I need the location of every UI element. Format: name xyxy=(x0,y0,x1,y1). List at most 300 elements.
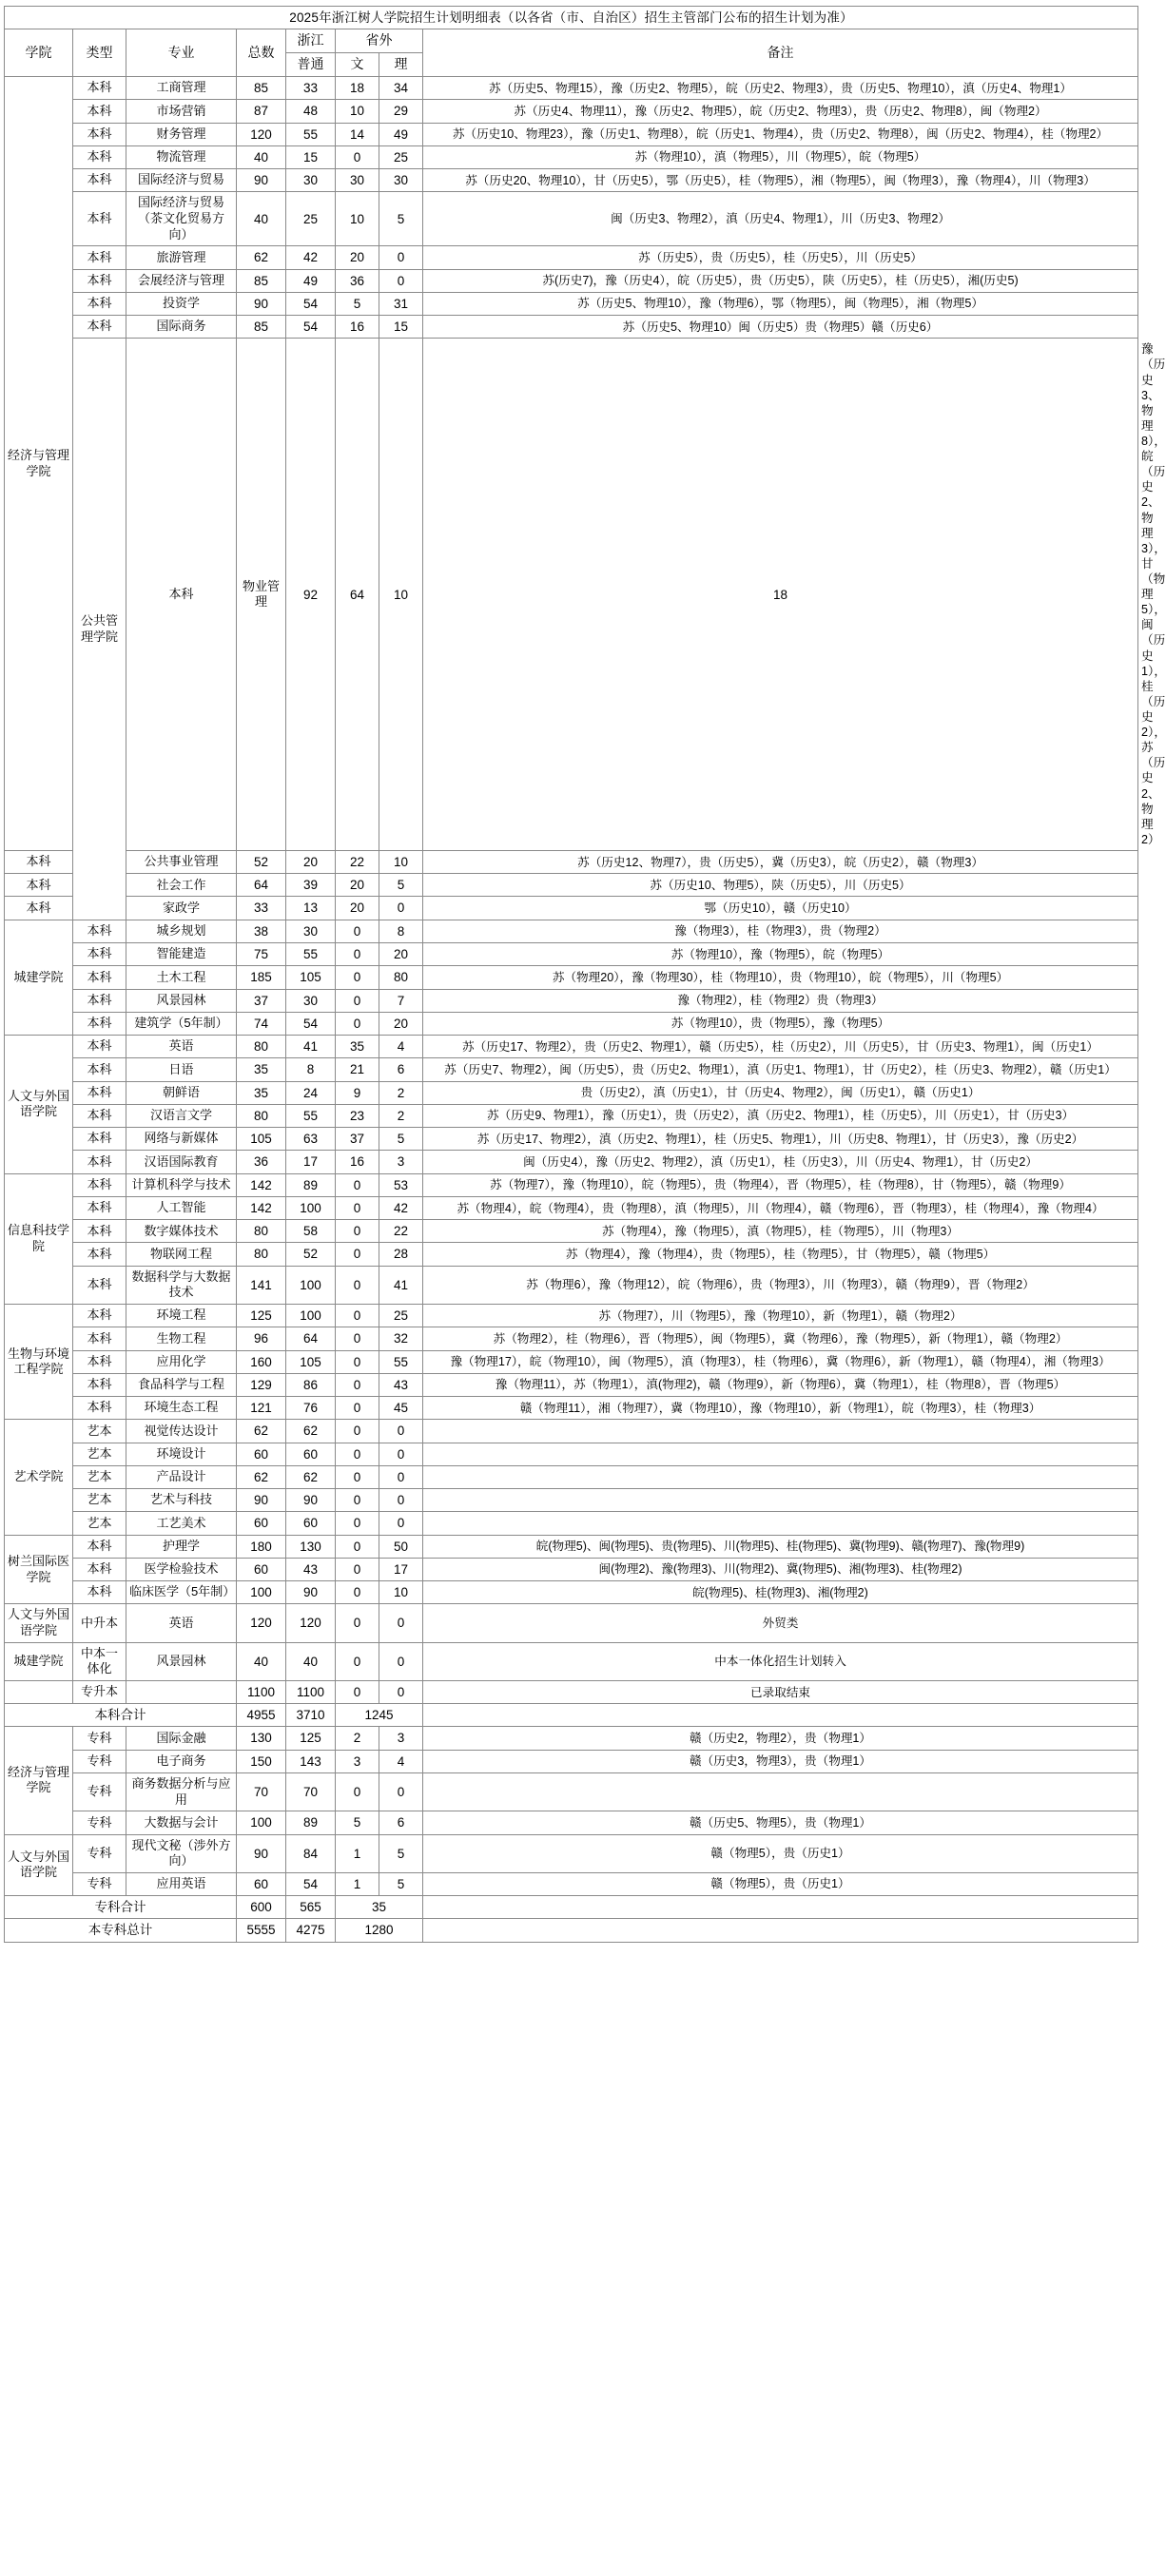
zhejiang-putong-cell: 64 xyxy=(336,339,379,851)
outside-li-cell: 2 xyxy=(379,1081,423,1104)
type-cell: 艺本 xyxy=(73,1489,126,1512)
zhejiang-putong-cell: 52 xyxy=(286,1243,336,1266)
zhejiang-putong-cell: 42 xyxy=(286,246,336,269)
page-title: 2025年浙江树人学院招生计划明细表（以各省（市、自治区）招生主管部门公布的招生计划为准） xyxy=(5,7,1138,29)
outside-wen-cell: 16 xyxy=(336,316,379,339)
table-row xyxy=(5,100,1138,123)
major-cell: 数字媒体技术 xyxy=(126,1220,237,1243)
type-cell: 专科 xyxy=(73,1727,126,1750)
outside-wen-cell: 10 xyxy=(379,339,423,851)
remark-cell: 苏（物理7），川（物理5），豫（物理10），新（物理1），赣（物理2） xyxy=(423,1304,1138,1327)
college-cell: 经济与管理学院 xyxy=(5,1727,73,1834)
table-row xyxy=(5,1373,1138,1396)
zhejiang-putong-cell: 48 xyxy=(286,100,336,123)
total-cell: 37 xyxy=(237,989,286,1012)
major-cell xyxy=(126,1680,237,1703)
total-cell: 96 xyxy=(237,1327,286,1350)
outside-li-cell: 3 xyxy=(379,1151,423,1173)
type-cell: 专科 xyxy=(73,1834,126,1872)
total-cell: 160 xyxy=(237,1350,286,1373)
zhejiang-putong-cell: 39 xyxy=(286,874,336,897)
zhejiang-putong-cell: 64 xyxy=(286,1327,336,1350)
remark-cell xyxy=(423,1512,1138,1535)
zhejiang-putong-cell: 25 xyxy=(286,192,336,246)
major-cell: 风景园林 xyxy=(126,989,237,1012)
benke-subtotal-row-label: 本科合计 xyxy=(5,1704,237,1727)
total-cell: 60 xyxy=(237,1872,286,1895)
total-cell: 92 xyxy=(286,339,336,851)
type-cell: 本科 xyxy=(73,1327,126,1350)
zhejiang-putong-cell: 13 xyxy=(286,897,336,920)
table-row xyxy=(5,943,1138,966)
type-cell: 艺本 xyxy=(73,1443,126,1465)
remark-cell xyxy=(423,1489,1138,1512)
table-row xyxy=(5,192,1138,246)
zhejiang-putong-cell: 90 xyxy=(286,1581,336,1604)
total-cell: 121 xyxy=(237,1397,286,1420)
remark-cell: 豫（物理11），苏（物理1），滇(物理2)，赣（物理9），新（物理6），冀（物理1），桂（物理8），晋（物理5） xyxy=(423,1373,1138,1396)
type-cell: 本科 xyxy=(73,966,126,989)
table-row xyxy=(5,1012,1138,1035)
table-row xyxy=(5,1036,1138,1058)
type-cell: 本科 xyxy=(73,1397,126,1420)
zhejiang-putong-cell: 105 xyxy=(286,966,336,989)
table-row xyxy=(5,1727,1138,1750)
outside-li-cell: 10 xyxy=(379,1581,423,1604)
type-cell: 本科 xyxy=(126,339,237,851)
total-cell: 64 xyxy=(237,874,286,897)
total-cell: 36 xyxy=(237,1151,286,1173)
column-header-college: 学院 xyxy=(5,29,73,77)
outside-li-cell: 29 xyxy=(379,100,423,123)
remark-cell: 豫（物理17），皖（物理10），闽（物理5），滇（物理3），桂（物理6），冀（物理6），新（物理1），赣（物理4），湘（物理3） xyxy=(423,1350,1138,1373)
major-cell: 视觉传达设计 xyxy=(126,1420,237,1443)
remark-cell xyxy=(423,1420,1138,1443)
remark-cell: 苏（历史17、物理2），贵（历史2、物理1），赣（历史5），桂（历史2），川（历史5），甘（历史3、物理1），闽（历史1） xyxy=(423,1036,1138,1058)
outside-li-cell: 0 xyxy=(379,1420,423,1443)
table-row xyxy=(5,1558,1138,1580)
major-cell: 食品科学与工程 xyxy=(126,1373,237,1396)
benke-subtotal-row xyxy=(5,1704,1138,1727)
outside-wen-cell: 0 xyxy=(336,1012,379,1035)
outside-wen-cell: 0 xyxy=(336,1465,379,1488)
major-cell: 应用化学 xyxy=(126,1350,237,1373)
major-cell: 人工智能 xyxy=(126,1196,237,1219)
total-cell: 75 xyxy=(237,943,286,966)
zhejiang-putong-cell: 58 xyxy=(286,1220,336,1243)
outside-li-cell: 32 xyxy=(379,1327,423,1350)
table-row xyxy=(5,1304,1138,1327)
outside-wen-cell: 0 xyxy=(336,1220,379,1243)
major-cell: 建筑学（5年制） xyxy=(126,1012,237,1035)
outside-li-cell: 18 xyxy=(423,339,1138,851)
zhejiang-putong-cell: 100 xyxy=(286,1266,336,1304)
type-cell: 本科 xyxy=(73,1558,126,1580)
type-cell: 本科 xyxy=(73,1304,126,1327)
remark-cell: 苏（历史5、物理10）闽（历史5）贵（物理5）赣（历史6） xyxy=(423,316,1138,339)
major-cell: 汉语国际教育 xyxy=(126,1151,237,1173)
outside-wen-cell: 0 xyxy=(336,966,379,989)
type-cell: 本科 xyxy=(73,1036,126,1058)
outside-wen-cell: 0 xyxy=(336,920,379,942)
type-cell: 本科 xyxy=(73,77,126,100)
major-cell: 日语 xyxy=(126,1058,237,1081)
outside-li-cell: 0 xyxy=(379,1465,423,1488)
total-cell: 60 xyxy=(237,1443,286,1465)
table-row xyxy=(5,897,1138,920)
title-row xyxy=(5,7,1138,29)
major-cell: 公共事业管理 xyxy=(126,850,237,873)
type-cell: 本科 xyxy=(73,1266,126,1304)
table-row xyxy=(5,874,1138,897)
type-cell: 本科 xyxy=(73,1535,126,1558)
zhejiang-putong-cell: 54 xyxy=(286,1012,336,1035)
table-row xyxy=(5,1151,1138,1173)
outside-li-cell: 20 xyxy=(379,943,423,966)
zhejiang-putong-cell: 100 xyxy=(286,1196,336,1219)
zhejiang-putong-cell: 54 xyxy=(286,292,336,315)
grand-total-remark xyxy=(423,1919,1138,1942)
table-row xyxy=(5,920,1138,942)
zhejiang-putong-cell: 84 xyxy=(286,1834,336,1872)
outside-wen-cell: 0 xyxy=(336,1350,379,1373)
remark-cell: 苏（物理20），豫（物理30），桂（物理10），贵（物理10），皖（物理5），川（物理5） xyxy=(423,966,1138,989)
outside-li-cell: 15 xyxy=(379,316,423,339)
total-cell: 142 xyxy=(237,1173,286,1196)
zhejiang-putong-cell: 76 xyxy=(286,1397,336,1420)
major-cell: 环境生态工程 xyxy=(126,1397,237,1420)
table-row xyxy=(5,966,1138,989)
type-cell: 本科 xyxy=(73,1350,126,1373)
remark-cell xyxy=(423,1465,1138,1488)
outside-wen-cell: 1 xyxy=(336,1834,379,1872)
type-cell: 本科 xyxy=(73,943,126,966)
outside-li-cell: 20 xyxy=(379,1012,423,1035)
type-cell: 专科 xyxy=(73,1811,126,1834)
outside-wen-cell: 0 xyxy=(336,943,379,966)
outside-wen-cell: 0 xyxy=(336,1773,379,1811)
total-cell: 130 xyxy=(237,1727,286,1750)
outside-li-cell: 3 xyxy=(379,1727,423,1750)
major-cell: 应用英语 xyxy=(126,1872,237,1895)
total-cell: 80 xyxy=(237,1220,286,1243)
outside-wen-cell: 0 xyxy=(336,1397,379,1420)
remark-cell: 苏（历史5、物理15），豫（历史2、物理5），皖（历史2、物理3），贵（历史5、物理10），滇（历史4、物理1） xyxy=(423,77,1138,100)
remark-cell: 苏（物理10），滇（物理5），川（物理5），皖（物理5） xyxy=(423,145,1138,168)
total-cell: 90 xyxy=(237,292,286,315)
outside-wen-cell: 0 xyxy=(336,1243,379,1266)
outside-li-cell: 28 xyxy=(379,1243,423,1266)
grand-total-total: 5555 xyxy=(237,1919,286,1942)
zhejiang-putong-cell: 15 xyxy=(286,145,336,168)
remark-cell: 已录取结束 xyxy=(423,1680,1138,1703)
total-cell: 120 xyxy=(237,123,286,145)
outside-li-cell: 4 xyxy=(379,1036,423,1058)
outside-li-cell: 50 xyxy=(379,1535,423,1558)
type-cell: 本科 xyxy=(73,316,126,339)
remark-cell: 闽(物理2)、豫(物理3)、川(物理2)、冀(物理5)、湘(物理3)、桂(物理2) xyxy=(423,1558,1138,1580)
zhejiang-putong-cell: 90 xyxy=(286,1489,336,1512)
outside-wen-cell: 0 xyxy=(336,1373,379,1396)
grand-total-zhejiang: 4275 xyxy=(286,1919,336,1942)
major-cell: 物流管理 xyxy=(126,145,237,168)
total-cell: 141 xyxy=(237,1266,286,1304)
total-cell: 35 xyxy=(237,1081,286,1104)
major-cell: 市场营销 xyxy=(126,100,237,123)
outside-li-cell: 25 xyxy=(379,1304,423,1327)
total-cell: 60 xyxy=(237,1558,286,1580)
outside-wen-cell: 35 xyxy=(336,1036,379,1058)
table-row xyxy=(5,1642,1138,1680)
major-cell: 工商管理 xyxy=(126,77,237,100)
zhejiang-putong-cell: 55 xyxy=(286,123,336,145)
college-cell: 城建学院 xyxy=(5,920,73,1035)
outside-wen-cell: 20 xyxy=(336,246,379,269)
major-cell: 物业管理 xyxy=(237,339,286,851)
type-cell: 本科 xyxy=(73,1128,126,1151)
outside-li-cell: 43 xyxy=(379,1373,423,1396)
remark-cell: 苏（物理2），桂（物理6），晋（物理5），闽（物理5），冀（物理6），豫（物理5），新（物理1），赣（物理2） xyxy=(423,1327,1138,1350)
major-cell: 英语 xyxy=(126,1604,237,1642)
outside-li-cell: 7 xyxy=(379,989,423,1012)
major-cell: 投资学 xyxy=(126,292,237,315)
zhejiang-putong-cell: 24 xyxy=(286,1081,336,1104)
total-cell: 150 xyxy=(237,1750,286,1772)
remark-cell: 闽（历史3、物理2），滇（历史4、物理1），川（历史3、物理2） xyxy=(423,192,1138,246)
benke-subtotal-row-remark xyxy=(423,1704,1138,1727)
outside-wen-cell: 0 xyxy=(336,1581,379,1604)
benke-subtotal-row-zhejiang: 3710 xyxy=(286,1704,336,1727)
table-row xyxy=(5,1535,1138,1558)
total-cell: 85 xyxy=(237,316,286,339)
outside-wen-cell: 9 xyxy=(336,1081,379,1104)
remark-cell: 苏（历史7、物理2），闽（历史5），贵（历史2、物理1），滇（历史1、物理1），甘（历史2），桂（历史3、物理2），赣（历史1） xyxy=(423,1058,1138,1081)
outside-li-cell: 0 xyxy=(379,1773,423,1811)
zhuanke-subtotal-row-zhejiang: 565 xyxy=(286,1896,336,1919)
table-row xyxy=(5,1397,1138,1420)
outside-wen-cell: 16 xyxy=(336,1151,379,1173)
type-cell: 专科 xyxy=(73,1750,126,1772)
total-cell: 35 xyxy=(237,1058,286,1081)
column-header-li: 理 xyxy=(379,53,423,77)
remark-cell: 赣（历史2，物理2），贵（物理1） xyxy=(423,1727,1138,1750)
major-cell: 家政学 xyxy=(126,897,237,920)
zhejiang-putong-cell: 63 xyxy=(286,1128,336,1151)
outside-li-cell: 4 xyxy=(379,1750,423,1772)
outside-wen-cell: 30 xyxy=(336,169,379,192)
table-row xyxy=(5,1604,1138,1642)
zhuanke-subtotal-row-total: 600 xyxy=(237,1896,286,1919)
remark-cell: 苏（物理10），豫（物理5），皖（物理5） xyxy=(423,943,1138,966)
remark-cell: 外贸类 xyxy=(423,1604,1138,1642)
outside-li-cell: 0 xyxy=(379,1489,423,1512)
outside-wen-cell: 0 xyxy=(336,1173,379,1196)
type-cell: 本科 xyxy=(73,1081,126,1104)
total-cell: 125 xyxy=(237,1304,286,1327)
zhejiang-putong-cell: 55 xyxy=(286,1104,336,1127)
outside-li-cell: 0 xyxy=(379,897,423,920)
type-cell: 本科 xyxy=(73,1196,126,1219)
total-cell: 90 xyxy=(237,169,286,192)
table-row xyxy=(5,1243,1138,1266)
table-row xyxy=(5,1128,1138,1151)
type-cell: 本科 xyxy=(73,246,126,269)
major-cell: 大数据与会计 xyxy=(126,1811,237,1834)
outside-wen-cell: 0 xyxy=(336,1304,379,1327)
total-cell: 80 xyxy=(237,1104,286,1127)
remark-cell: 赣（历史5、物理5），贵（物理1） xyxy=(423,1811,1138,1834)
column-header-zhejiang: 浙江 xyxy=(286,29,336,53)
type-cell: 本科 xyxy=(73,292,126,315)
outside-wen-cell: 5 xyxy=(336,1811,379,1834)
total-cell: 185 xyxy=(237,966,286,989)
major-cell: 旅游管理 xyxy=(126,246,237,269)
outside-li-cell: 53 xyxy=(379,1173,423,1196)
remark-cell: 苏（历史20、物理10），甘（历史5），鄂（历史5），桂（物理5），湘（物理5），闽（物理3），豫（物理4），川（物理3） xyxy=(423,169,1138,192)
table-row xyxy=(5,77,1138,100)
major-cell: 医学检验技术 xyxy=(126,1558,237,1580)
type-cell: 本科 xyxy=(5,897,73,920)
outside-li-cell: 5 xyxy=(379,192,423,246)
total-cell: 120 xyxy=(237,1604,286,1642)
major-cell: 风景园林 xyxy=(126,1642,237,1680)
outside-li-cell: 8 xyxy=(379,920,423,942)
type-cell: 本科 xyxy=(73,269,126,292)
remark-cell: 苏（物理6），豫（物理12），皖（物理6），贵（物理3），川（物理3），赣（物理9），晋（物理2） xyxy=(423,1266,1138,1304)
table-row xyxy=(5,1465,1138,1488)
type-cell: 本科 xyxy=(73,192,126,246)
total-cell: 87 xyxy=(237,100,286,123)
type-cell: 本科 xyxy=(73,1104,126,1127)
type-cell: 本科 xyxy=(73,1151,126,1173)
zhuanke-subtotal-row xyxy=(5,1896,1138,1919)
type-cell: 专升本 xyxy=(73,1680,126,1703)
remark-cell: 闽（历史4），豫（历史2、物理2），滇（历史1），桂（历史3），川（历史4、物理1），甘（历史2） xyxy=(423,1151,1138,1173)
grand-total-label: 本专科总计 xyxy=(5,1919,237,1942)
zhejiang-putong-cell: 55 xyxy=(286,943,336,966)
table-row xyxy=(5,169,1138,192)
remark-cell xyxy=(423,1773,1138,1811)
zhejiang-putong-cell: 86 xyxy=(286,1373,336,1396)
remark-cell: 苏（历史12、物理7），贵（历史5），冀（历史3），皖（历史2），赣（物理3） xyxy=(423,850,1138,873)
outside-wen-cell: 0 xyxy=(336,1266,379,1304)
outside-li-cell: 45 xyxy=(379,1397,423,1420)
outside-li-cell: 5 xyxy=(379,1834,423,1872)
zhejiang-putong-cell: 54 xyxy=(286,316,336,339)
type-cell: 本科 xyxy=(73,989,126,1012)
table-row xyxy=(5,292,1138,315)
college-cell: 艺术学院 xyxy=(5,1420,73,1535)
remark-cell: 赣（物理5），贵（历史1） xyxy=(423,1872,1138,1895)
column-header-remark: 备注 xyxy=(423,29,1138,77)
remark-cell: 苏（历史4、物理11），豫（历史2、物理5），皖（历史2、物理3），贵（历史2、物理8），闽（物理2） xyxy=(423,100,1138,123)
remark-cell: 苏（历史17、物理2），滇（历史2、物理1），桂（历史5、物理1），川（历史8、物理1），甘（历史3），豫（历史2） xyxy=(423,1128,1138,1151)
outside-li-cell: 0 xyxy=(379,1642,423,1680)
major-cell: 计算机科学与技术 xyxy=(126,1173,237,1196)
total-cell: 90 xyxy=(237,1834,286,1872)
table-row xyxy=(5,1173,1138,1196)
type-cell: 艺本 xyxy=(73,1420,126,1443)
zhejiang-putong-cell: 43 xyxy=(286,1558,336,1580)
zhejiang-putong-cell: 8 xyxy=(286,1058,336,1081)
table-row xyxy=(5,1680,1138,1703)
outside-li-cell: 22 xyxy=(379,1220,423,1243)
outside-wen-cell: 0 xyxy=(336,1327,379,1350)
type-cell: 本科 xyxy=(73,1581,126,1604)
outside-wen-cell: 20 xyxy=(336,897,379,920)
total-cell: 105 xyxy=(237,1128,286,1151)
type-cell: 专科 xyxy=(73,1872,126,1895)
outside-li-cell: 30 xyxy=(379,169,423,192)
college-cell: 信息科技学院 xyxy=(5,1173,73,1304)
remark-cell: 苏（物理4），豫（物理5），滇（物理5），桂（物理5），川（物理3） xyxy=(423,1220,1138,1243)
type-cell: 本科 xyxy=(73,100,126,123)
major-cell: 英语 xyxy=(126,1036,237,1058)
remark-cell: 苏（历史10、物理23），豫（历史1、物理8），皖（历史1、物理4），贵（历史2、物理8），闽（历史2、物理4），桂（物理2） xyxy=(423,123,1138,145)
zhejiang-putong-cell: 54 xyxy=(286,1872,336,1895)
zhejiang-putong-cell: 89 xyxy=(286,1811,336,1834)
remark-cell: 苏（历史5），贵（历史5），桂（历史5），川（历史5） xyxy=(423,246,1138,269)
outside-wen-cell: 0 xyxy=(336,1196,379,1219)
column-header-major: 专业 xyxy=(126,29,237,77)
remark-cell: 苏（物理10），贵（物理5），豫（物理5） xyxy=(423,1012,1138,1035)
outside-wen-cell: 1 xyxy=(336,1872,379,1895)
remark-cell: 赣（物理11），湘（物理7），冀（物理10），豫（物理10），新（物理1），皖（物理3），桂（物理3） xyxy=(423,1397,1138,1420)
major-cell: 工艺美术 xyxy=(126,1512,237,1535)
type-cell: 本科 xyxy=(73,145,126,168)
table-row: 公共管理学院 本科 物业管理 92 64 10 18 豫（历史3、物理8），皖（历史2、物理3），甘（物理5），闽（历史1），桂（历史2），苏（历史2、物理2） xyxy=(5,339,1138,851)
type-cell: 本科 xyxy=(73,1058,126,1081)
remark-cell: 贵（历史2），滇（历史1），甘（历史4、物理2），闽（历史1），赣（历史1） xyxy=(423,1081,1138,1104)
outside-wen-cell: 0 xyxy=(336,1535,379,1558)
table-row xyxy=(5,1350,1138,1373)
total-cell: 85 xyxy=(237,269,286,292)
outside-li-cell: 80 xyxy=(379,966,423,989)
table-row xyxy=(5,1220,1138,1243)
total-cell: 33 xyxy=(237,897,286,920)
table-row xyxy=(5,1058,1138,1081)
column-header-total: 总数 xyxy=(237,29,286,77)
outside-wen-cell: 2 xyxy=(336,1727,379,1750)
remark-cell: 苏（历史9、物理1），豫（历史1），贵（历史2），滇（历史2、物理1），桂（历史5），川（历史1），甘（历史3） xyxy=(423,1104,1138,1127)
remark-cell: 豫（物理2），桂（物理2）贵（物理3） xyxy=(423,989,1138,1012)
table-row xyxy=(5,850,1138,873)
table-row xyxy=(5,1750,1138,1772)
column-header-wen: 文 xyxy=(336,53,379,77)
total-cell: 38 xyxy=(237,920,286,942)
major-cell: 电子商务 xyxy=(126,1750,237,1772)
zhejiang-putong-cell: 105 xyxy=(286,1350,336,1373)
zhejiang-putong-cell: 20 xyxy=(286,850,336,873)
major-cell: 临床医学（5年制） xyxy=(126,1581,237,1604)
total-cell: 80 xyxy=(237,1036,286,1058)
outside-wen-cell: 0 xyxy=(336,145,379,168)
outside-wen-cell: 0 xyxy=(336,1558,379,1580)
total-cell: 62 xyxy=(237,246,286,269)
major-cell: 护理学 xyxy=(126,1535,237,1558)
major-cell: 朝鲜语 xyxy=(126,1081,237,1104)
zhuanke-subtotal-row-remark xyxy=(423,1896,1138,1919)
college-cell: 人文与外国语学院 xyxy=(5,1834,73,1896)
type-cell: 专科 xyxy=(73,1773,126,1811)
table-row xyxy=(5,1834,1138,1872)
table-row xyxy=(5,1872,1138,1895)
outside-wen-cell: 3 xyxy=(336,1750,379,1772)
grand-total-row xyxy=(5,1919,1138,1942)
column-header-type: 类型 xyxy=(73,29,126,77)
outside-wen-cell: 5 xyxy=(336,292,379,315)
zhuanke-subtotal-row-outside: 35 xyxy=(336,1896,423,1919)
